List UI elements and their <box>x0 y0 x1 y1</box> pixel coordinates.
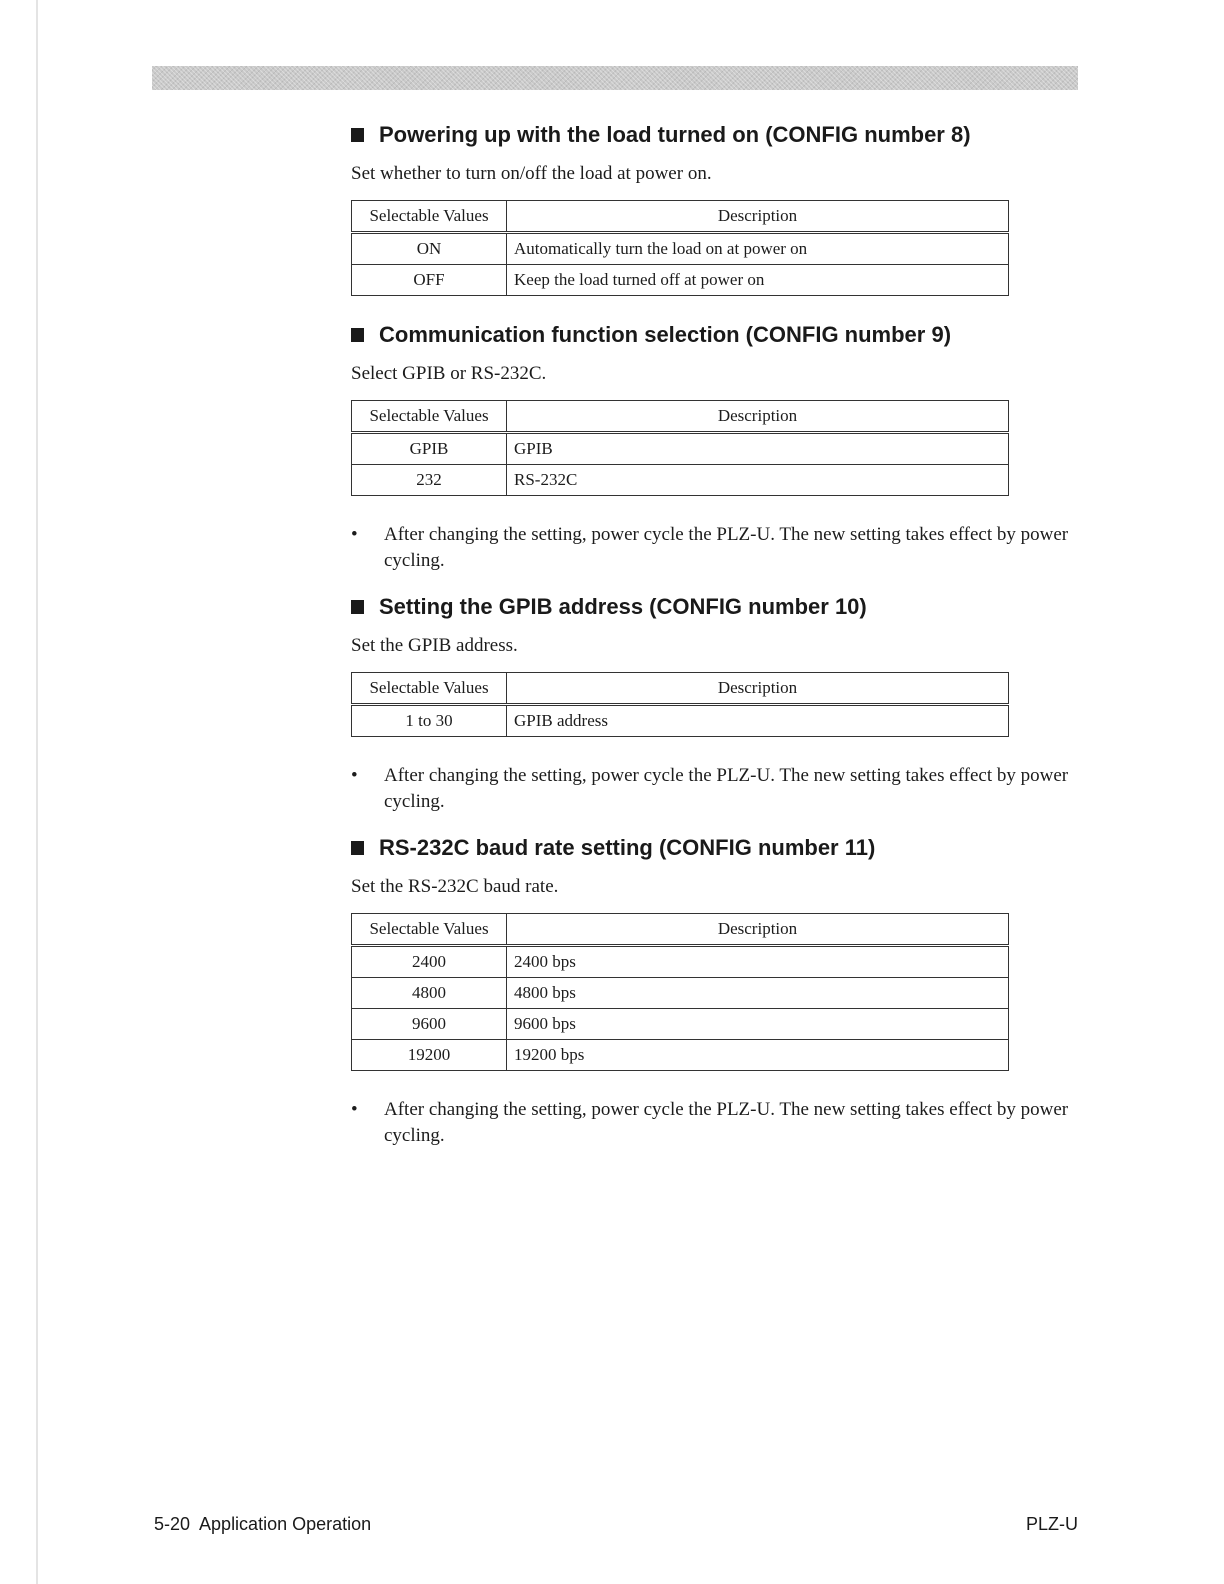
header-selectable-values: Selectable Values <box>352 914 507 946</box>
table-row <box>352 433 1009 465</box>
page-content <box>351 118 1081 1165</box>
description-cell: GPIB <box>507 433 1009 465</box>
note <box>351 763 1081 815</box>
value-cell: 9600 <box>352 1009 507 1040</box>
value-cell: OFF <box>352 265 507 296</box>
section-heading <box>351 118 1081 152</box>
description-cell: RS-232C <box>507 465 1009 496</box>
value-cell: 4800 <box>352 978 507 1009</box>
table-row <box>352 465 1009 496</box>
header-selectable-values: Selectable Values <box>352 401 507 433</box>
header-selectable-values: Selectable Values <box>352 201 507 233</box>
table-row <box>352 1040 1009 1071</box>
note <box>351 1097 1081 1149</box>
value-cell: 2400 <box>352 946 507 978</box>
value-cell: GPIB <box>352 433 507 465</box>
header-description: Description <box>507 201 1009 233</box>
values-table <box>351 400 1009 496</box>
bullet-icon: • <box>351 765 358 786</box>
table-row <box>352 1009 1009 1040</box>
table-row <box>352 705 1009 737</box>
section-intro: Set whether to turn on/off the load at power on. <box>351 163 712 184</box>
section-title-text: Powering up with the load turned on (CONFIG number 8) <box>379 122 971 147</box>
note-text: After changing the setting, power cycle the PLZ-U. The new setting takes effect by power cycling. <box>384 1099 1069 1146</box>
section-intro: Set the GPIB address. <box>351 635 518 656</box>
table-row <box>352 265 1009 296</box>
black-square-icon <box>351 841 364 855</box>
description-cell: 2400 bps <box>507 946 1009 978</box>
table-row <box>352 946 1009 978</box>
section-heading <box>351 318 1081 352</box>
footer-product-name: PLZ-U <box>1025 1514 1078 1534</box>
value-cell: 1 to 30 <box>352 705 507 737</box>
binding-edge <box>36 0 38 1584</box>
section-config-10 <box>351 590 1081 815</box>
table-header-row <box>352 401 1009 433</box>
black-square-icon <box>351 328 364 342</box>
values-table <box>351 200 1009 296</box>
note <box>351 522 1081 574</box>
table-header-row <box>352 673 1009 705</box>
section-title-text: Communication function selection (CONFIG number 9) <box>379 322 952 347</box>
section-title-text: RS-232C baud rate setting (CONFIG number 11) <box>379 835 876 860</box>
section-heading <box>351 590 1081 624</box>
description-cell: Automatically turn the load on at power on <box>507 233 1009 265</box>
header-description: Description <box>507 673 1009 705</box>
values-table <box>351 913 1009 1071</box>
table-row <box>352 233 1009 265</box>
table-header-row <box>352 201 1009 233</box>
section-title-text: Setting the GPIB address (CONFIG number 10) <box>379 594 867 619</box>
bullet-icon: • <box>351 1099 358 1120</box>
bullet-icon: • <box>351 524 358 545</box>
value-cell: 19200 <box>352 1040 507 1071</box>
note-text: After changing the setting, power cycle the PLZ-U. The new setting takes effect by power cycling. <box>384 765 1069 812</box>
header-band <box>152 66 1078 90</box>
description-cell: 9600 bps <box>507 1009 1009 1040</box>
section-intro: Select GPIB or RS-232C. <box>351 363 547 384</box>
table-header-row <box>352 914 1009 946</box>
header-description: Description <box>507 401 1009 433</box>
description-cell: GPIB address <box>507 705 1009 737</box>
table-row <box>352 978 1009 1009</box>
description-cell: Keep the load turned off at power on <box>507 265 1009 296</box>
section-config-11 <box>351 831 1081 1149</box>
section-intro: Set the RS-232C baud rate. <box>351 876 559 897</box>
section-config-9 <box>351 318 1081 574</box>
section-config-8 <box>351 118 1081 318</box>
value-cell: ON <box>352 233 507 265</box>
section-heading <box>351 831 1081 865</box>
header-selectable-values: Selectable Values <box>352 673 507 705</box>
black-square-icon <box>351 128 364 142</box>
description-cell: 4800 bps <box>507 978 1009 1009</box>
description-cell: 19200 bps <box>507 1040 1009 1071</box>
black-square-icon <box>351 600 364 614</box>
header-description: Description <box>507 914 1009 946</box>
footer-page-label: 5-20 Application Operation <box>154 1514 372 1534</box>
value-cell: 232 <box>352 465 507 496</box>
note-text: After changing the setting, power cycle the PLZ-U. The new setting takes effect by power cycling. <box>384 524 1069 571</box>
values-table <box>351 672 1009 737</box>
